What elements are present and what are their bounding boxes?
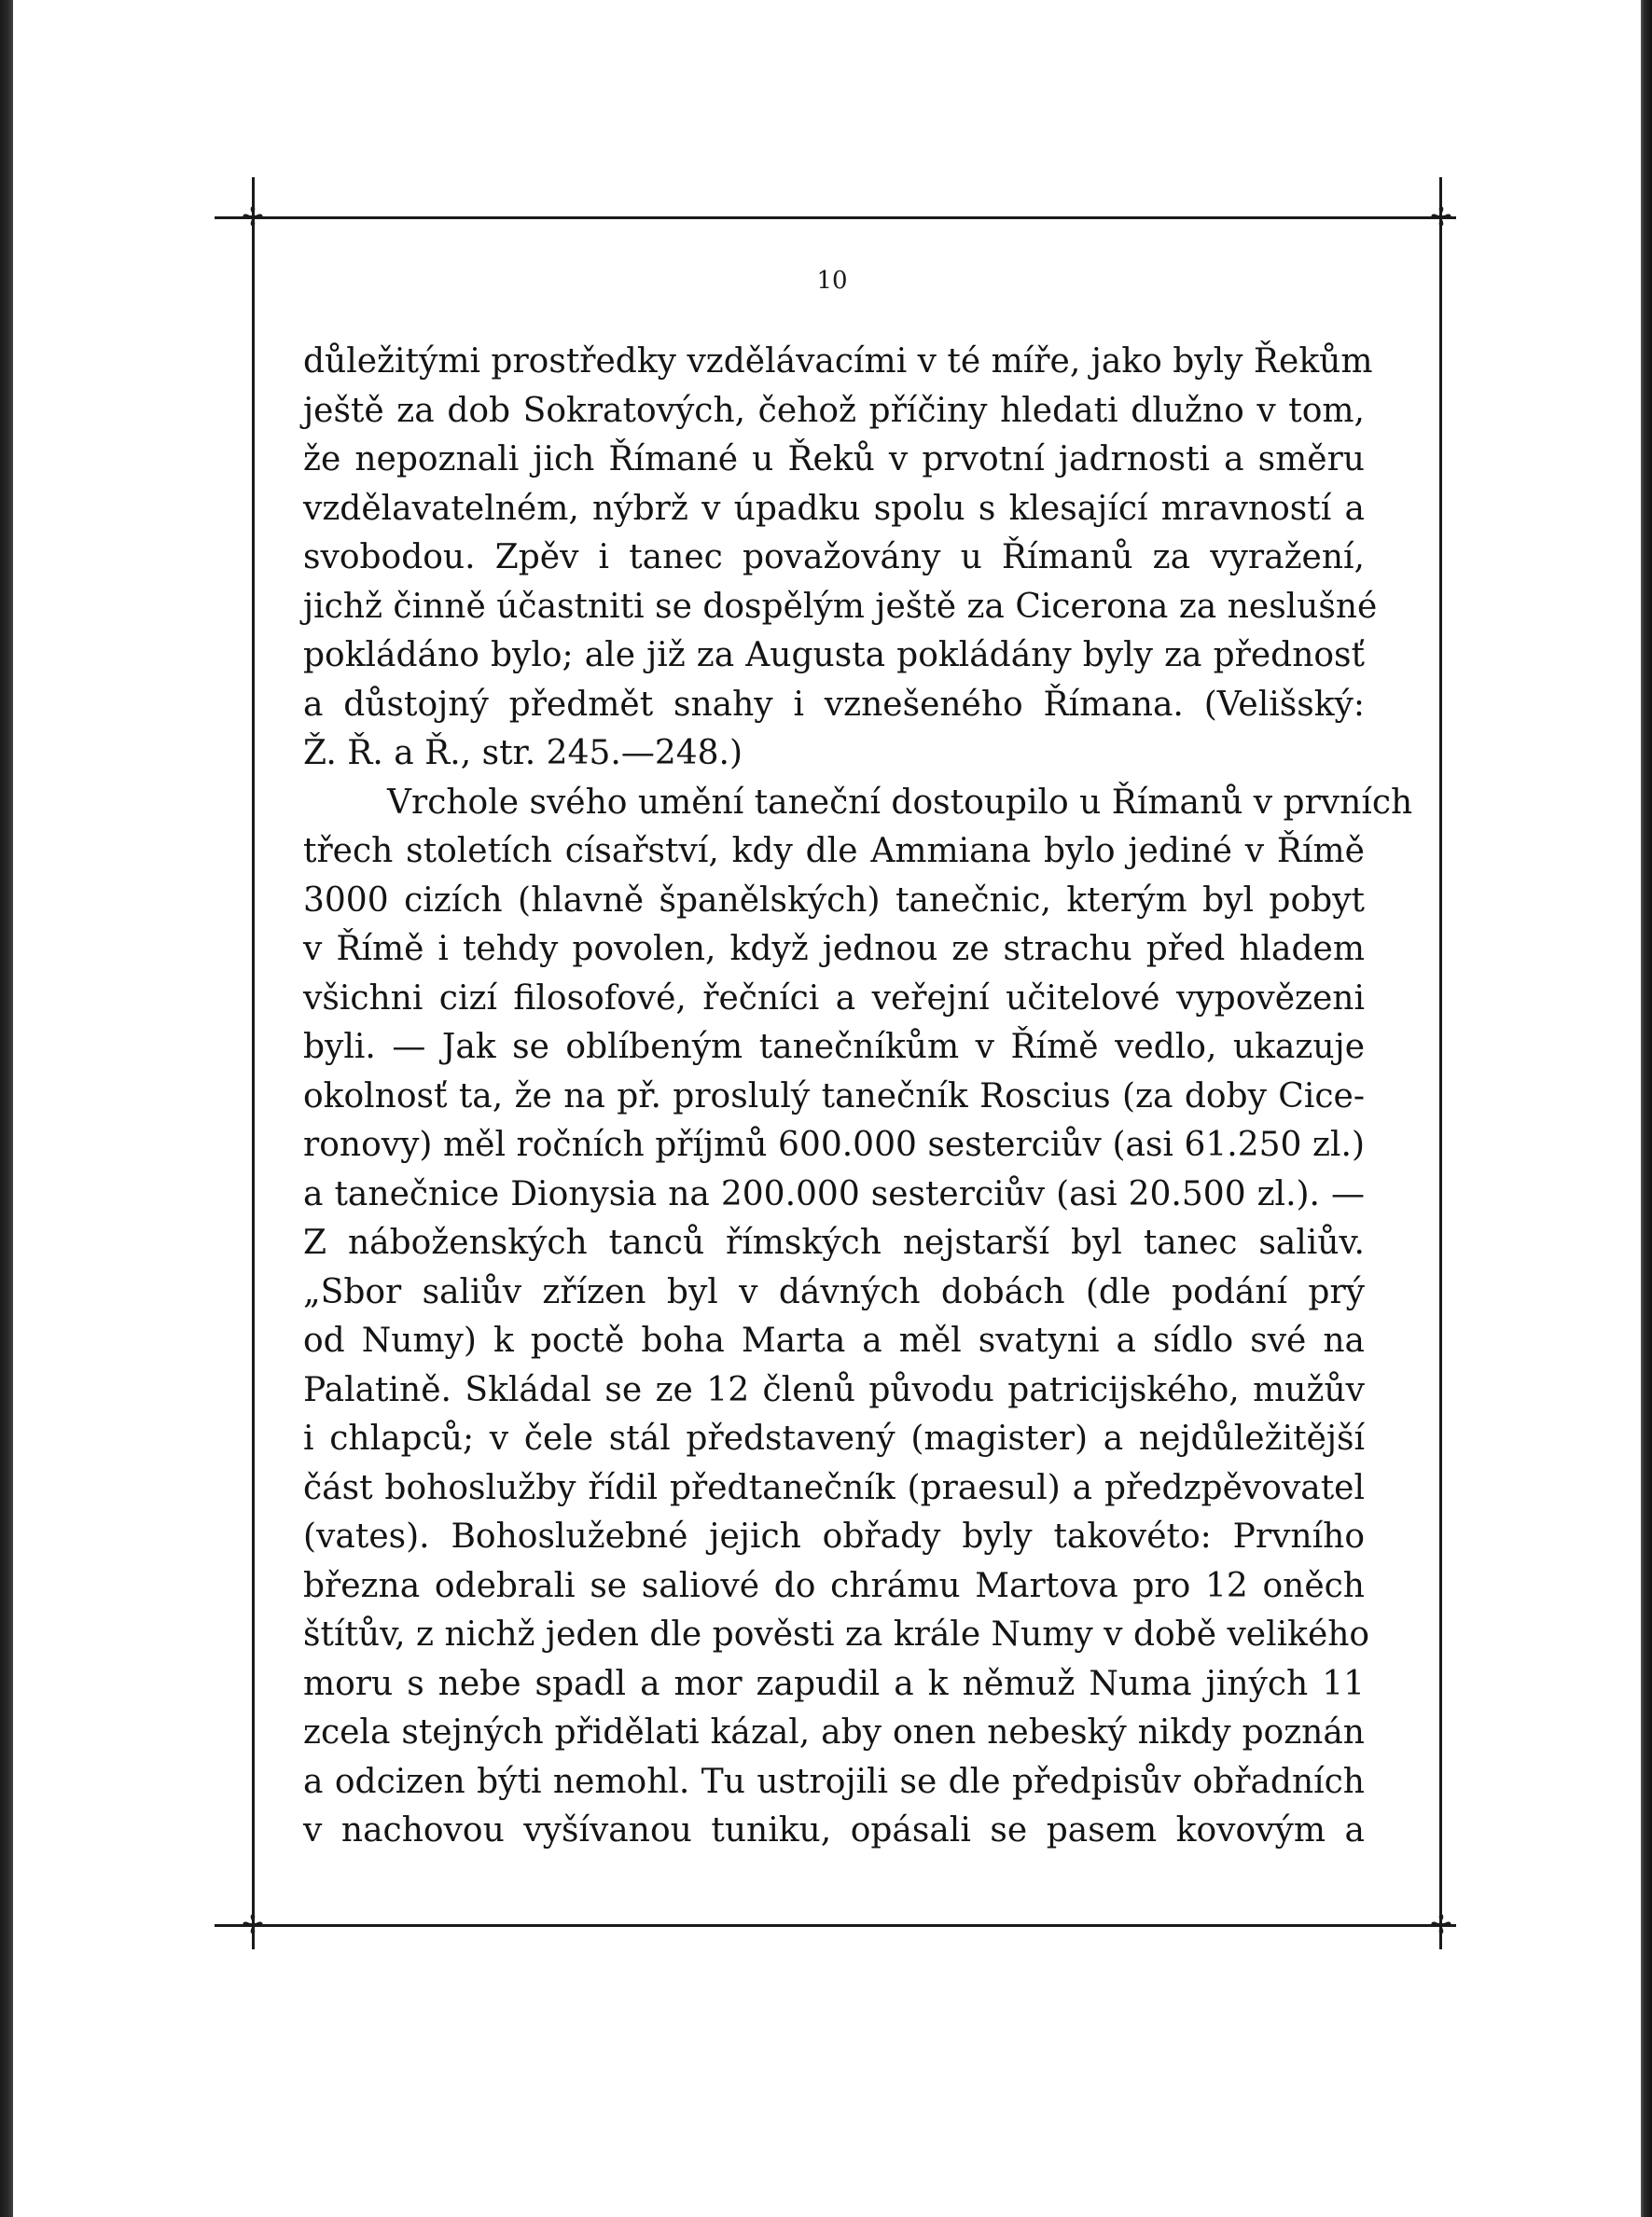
text-line: okolnosť ta, že na př. proslulý tanečník Roscius (za doby Cice- <box>303 1076 1365 1115</box>
text-line: všichni cizí filosofové, řečníci a veřejní učitelové vypovězeni <box>303 978 1365 1018</box>
frame-rule-left <box>252 177 255 1949</box>
text-line: štítův, z nichž jeden dle pověsti za krále Numy v době velikého <box>303 1615 1370 1654</box>
text-line: moru s nebe spadl a mor zapudil a k němuž Numa jiných 11 <box>303 1664 1365 1703</box>
text-line: a důstojný předmět snahy i vznešeného Římana. (Velišský: <box>303 685 1365 724</box>
body-text <box>303 338 1413 1856</box>
text-line: Ž. Ř. a Ř., str. 245.—248.) <box>303 734 743 772</box>
text-line: (vates). Bohoslužebné jejich obřady byly takovéto: Prvního <box>303 1517 1365 1556</box>
corner-ornament-top-left-icon: ✢ <box>242 201 264 232</box>
corner-ornament-top-right-icon: ✢ <box>1430 201 1452 232</box>
text-line: Palatině. Skládal se ze 12 členů původu patricijského, mužův <box>303 1370 1365 1409</box>
text-line: i chlapců; v čele stál představený (magister) a nejdůležitější <box>303 1420 1365 1458</box>
text-line: jichž činně účastniti se dospělým ještě za Cicerona za neslušné <box>303 587 1378 626</box>
text-line: a tanečnice Dionysia na 200.000 sesterciův (asi 20.500 zl.). — <box>303 1174 1365 1213</box>
text-line: v nachovou vyšívanou tuniku, opásali se pasem kovovým a <box>303 1811 1365 1850</box>
text-line: od Numy) k poctě boha Marta a měl svatyni a sídlo své na <box>303 1322 1365 1360</box>
text-line: března odebrali se saliové do chrámu Martova pro 12 oněch <box>303 1566 1365 1605</box>
text-line: Z náboženských tanců římských nejstarší byl tanec saliův. <box>303 1224 1365 1262</box>
text-line: Vrchole svého umění taneční dostoupilo u Římanů v prvních <box>387 783 1413 822</box>
text-line: třech stoletích císařství, kdy dle Ammiana bylo jediné v Římě <box>303 832 1365 870</box>
text-line: ronovy) měl ročních příjmů 600.000 sesterciův (asi 61.250 zl.) <box>303 1126 1365 1164</box>
scan-edge-right <box>1641 0 1652 2217</box>
text-line: 3000 cizích (hlavně španělských) tanečnic, kterým byl pobyt <box>303 880 1365 920</box>
text-line: vzdělavatelném, nýbrž v úpadku spolu s klesající mravností a <box>303 489 1365 528</box>
corner-ornament-bottom-left-icon: ✢ <box>242 1909 264 1940</box>
scan-edge-left <box>0 0 13 2217</box>
text-line: důležitými prostředky vzdělávacími v té míře, jako byly Řekům <box>303 342 1373 381</box>
frame-rule-top <box>215 216 1456 219</box>
text-line: pokládáno bylo; ale již za Augusta pokládány byly za přednosť <box>303 636 1365 674</box>
page-number: 10 <box>816 267 848 295</box>
text-line: byli. — Jak se oblíbeným tanečníkům v Římě vedlo, ukazuje <box>303 1028 1365 1066</box>
text-line: „Sbor saliův zřízen byl v dávných dobách (dle podání prý <box>303 1272 1365 1311</box>
frame-rule-right <box>1439 177 1442 1949</box>
text-line: že nepoznali jich Římané u Řeků v prvotní jadrnosti a směru <box>303 440 1365 478</box>
text-line: v Římě i tehdy povolen, když jednou ze strachu před hladem <box>303 930 1365 968</box>
text-line: svobodou. Zpěv i tanec považovány u Římanů za vyražení, <box>303 538 1365 576</box>
text-line: a odcizen býti nemohl. Tu ustrojili se dle předpisův obřadních <box>303 1762 1365 1801</box>
text-line: ještě za dob Sokratových, čehož příčiny hledati dlužno v tom, <box>303 391 1365 430</box>
corner-ornament-bottom-right-icon: ✢ <box>1430 1909 1452 1940</box>
text-line: část bohoslužby řídil předtanečník (praesul) a předzpěvovatel <box>303 1468 1365 1507</box>
frame-rule-bottom <box>215 1924 1456 1927</box>
text-line: zcela stejných přidělati kázal, aby onen nebeský nikdy poznán <box>303 1713 1365 1752</box>
